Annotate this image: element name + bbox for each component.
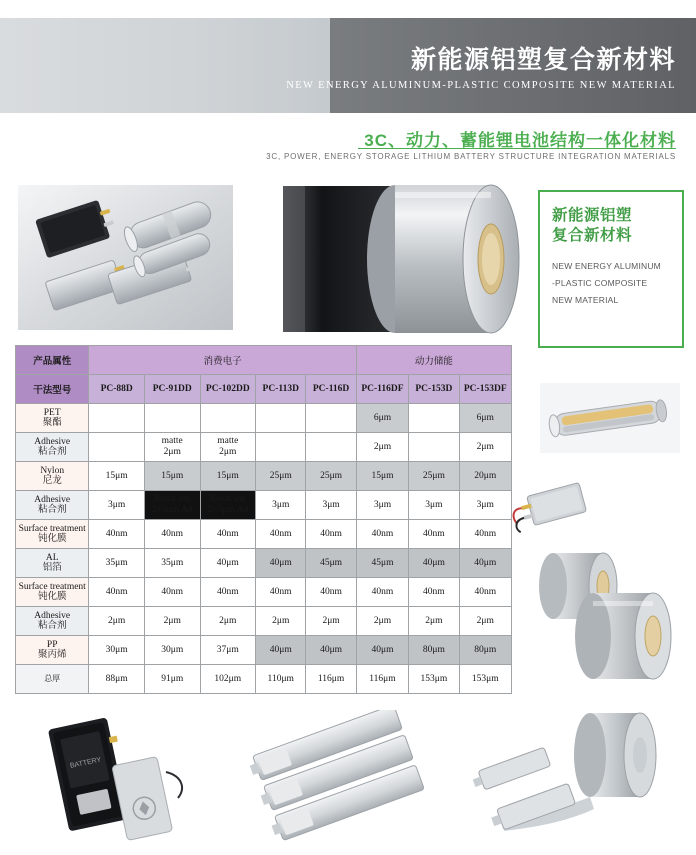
table-cell: 40nm <box>356 578 408 607</box>
table-cell <box>89 433 145 462</box>
table-cell: 2μm <box>409 607 459 636</box>
table-cell: 3μm <box>89 491 145 520</box>
table-total-label: 总厚 <box>16 665 89 694</box>
photo-cylindrical-cell <box>540 383 680 453</box>
table-cell: 40nm <box>356 520 408 549</box>
page-title-cn: 新能源铝塑复合新材料 <box>410 46 676 74</box>
table-cell: 45μm <box>306 549 356 578</box>
table-group-consumer: 消费电子 <box>89 346 356 375</box>
table-cell <box>409 433 459 462</box>
table-row <box>16 462 512 491</box>
table-model-6: PC-153D <box>409 375 459 404</box>
table-model-7: PC-153DF <box>459 375 511 404</box>
table-cell: matte 2μm <box>200 433 256 462</box>
specification-table <box>15 345 512 694</box>
table-row-label: Adhesive 粘合剂 <box>16 491 89 520</box>
table-model-header: 干法型号 <box>16 375 89 404</box>
table-cell: 15μm <box>356 462 408 491</box>
table-cell: 40μm <box>256 636 306 665</box>
table-cell: 6μm <box>459 404 511 433</box>
table-cell <box>256 433 306 462</box>
table-cell: 3μm <box>409 491 459 520</box>
table-cell: 15μm <box>200 462 256 491</box>
table-cell: 2μm <box>459 433 511 462</box>
table-cell: 40μm <box>200 549 256 578</box>
table-cell: 30μm <box>144 636 200 665</box>
table-cell: 2μm <box>200 607 256 636</box>
table-total-cell: 116μm <box>356 665 408 694</box>
table-model-1: PC-91DD <box>144 375 200 404</box>
table-cell: 2μm <box>356 433 408 462</box>
table-cell: 2μm <box>89 607 145 636</box>
table-cell <box>256 404 306 433</box>
photo-battery-cells <box>18 185 233 330</box>
table-cell: 40nm <box>200 578 256 607</box>
table-cell: 3μm <box>459 491 511 520</box>
table-cell: 25μm <box>256 462 306 491</box>
table-cell: 15μm <box>144 462 200 491</box>
table-cell: Black ink 2+3μm Ad <box>144 491 200 520</box>
table-row-label: Nylon 尼龙 <box>16 462 89 491</box>
table-cell: 25μm <box>306 462 356 491</box>
table-model-0: PC-88D <box>89 375 145 404</box>
table-total-cell: 88μm <box>89 665 145 694</box>
table-row-label: Adhesive 粘合剂 <box>16 607 89 636</box>
specification-table-wrapper <box>15 345 512 694</box>
table-cell: 40nm <box>89 578 145 607</box>
brand-callout-en-line2: -PLASTIC COMPOSITE <box>552 278 648 288</box>
table-cell: 2μm <box>144 607 200 636</box>
photo-aluminum-plastic-film-roll <box>245 182 525 342</box>
table-cell <box>409 404 459 433</box>
table-total-cell: 110μm <box>256 665 306 694</box>
table-cell: 20μm <box>459 462 511 491</box>
table-row-label: Surface treatment 钝化膜 <box>16 520 89 549</box>
table-row <box>16 520 512 549</box>
photo-pouch-cell-with-leads <box>508 468 598 543</box>
table-row <box>16 636 512 665</box>
table-row <box>16 549 512 578</box>
svg-text:BATTERY: BATTERY <box>69 756 102 770</box>
table-cell: 2μm <box>256 607 306 636</box>
table-total-cell: 102μm <box>200 665 256 694</box>
table-row <box>16 607 512 636</box>
table-model-3: PC-113D <box>256 375 306 404</box>
table-model-4: PC-116D <box>306 375 356 404</box>
table-cell: 30μm <box>89 636 145 665</box>
photo-prismatic-cells-group <box>250 710 450 845</box>
table-cell: 15μm <box>89 462 145 491</box>
table-cell: 40μm <box>409 549 459 578</box>
table-cell: 37μm <box>200 636 256 665</box>
table-cell: 2μm <box>306 607 356 636</box>
table-cell: 2μm <box>356 607 408 636</box>
table-cell: 40nm <box>306 520 356 549</box>
table-cell: 40nm <box>89 520 145 549</box>
photo-cells-and-roll <box>460 705 675 845</box>
table-cell <box>306 433 356 462</box>
table-cell <box>144 404 200 433</box>
table-total-cell: 116μm <box>306 665 356 694</box>
table-cell: 40nm <box>306 578 356 607</box>
table-cell: 40nm <box>409 520 459 549</box>
brand-callout-line2: 复合新材料 <box>552 227 633 244</box>
page-title-en: NEW ENERGY ALUMINUM-PLASTIC COMPOSITE NEW MATERIAL <box>286 80 676 91</box>
table-total-cell: 91μm <box>144 665 200 694</box>
table-cell: 40nm <box>459 578 511 607</box>
table-attr-header: 产品属性 <box>16 346 89 375</box>
table-cell: 40nm <box>459 520 511 549</box>
table-row <box>16 578 512 607</box>
table-cell: 40μm <box>306 636 356 665</box>
table-cell: 40μm <box>256 549 306 578</box>
table-row-label: PP 聚丙烯 <box>16 636 89 665</box>
table-cell: 2μm <box>459 607 511 636</box>
table-group-power: 动力储能 <box>356 346 511 375</box>
photo-film-rolls-pair <box>535 535 685 700</box>
table-cell: 40nm <box>409 578 459 607</box>
table-cell: 6μm <box>356 404 408 433</box>
table-cell: 3μm <box>306 491 356 520</box>
table-model-5: PC-116DF <box>356 375 408 404</box>
brand-callout-en-line3: NEW MATERIAL <box>552 295 619 305</box>
table-model-2: PC-102DD <box>200 375 256 404</box>
table-total-row <box>16 665 512 694</box>
header-band-gradient <box>0 18 340 113</box>
page-subtitle-cn: 3C、动力、蓄能锂电池结构一体化材料 <box>364 131 676 150</box>
table-cell: matte 2μm <box>144 433 200 462</box>
table-total-cell: 153μm <box>459 665 511 694</box>
table-cell: 40nm <box>144 578 200 607</box>
table-total-cell: 153μm <box>409 665 459 694</box>
table-cell: 40nm <box>256 520 306 549</box>
table-row <box>16 404 512 433</box>
table-cell <box>200 404 256 433</box>
table-row-label: AL 铝箔 <box>16 549 89 578</box>
table-cell: 45μm <box>356 549 408 578</box>
table-cell: 40nm <box>256 578 306 607</box>
table-model-header-row <box>16 375 512 404</box>
table-cell: 80μm <box>409 636 459 665</box>
table-row-label: PET 聚酯 <box>16 404 89 433</box>
page-subtitle-en: 3C, POWER, ENERGY STORAGE LITHIUM BATTERY STRUCTURE INTEGRATION MATERIALS <box>266 152 676 161</box>
brand-callout-box <box>538 190 684 348</box>
table-row <box>16 433 512 462</box>
table-cell: 40μm <box>356 636 408 665</box>
table-row-label: Adhesive 粘合剂 <box>16 433 89 462</box>
table-group-header-row <box>16 346 512 375</box>
table-row <box>16 491 512 520</box>
table-cell: 40nm <box>200 520 256 549</box>
table-row-label: Surface treatment 钝化膜 <box>16 578 89 607</box>
table-cell: 40nm <box>144 520 200 549</box>
table-cell: 25μm <box>409 462 459 491</box>
brand-callout-line1: 新能源铝塑 <box>552 207 633 224</box>
table-cell: Black ink 2+3μm Ad <box>200 491 256 520</box>
table-cell: 35μm <box>89 549 145 578</box>
brand-callout-en-line1: NEW ENERGY ALUMINUM <box>552 261 661 271</box>
table-cell: 3μm <box>356 491 408 520</box>
table-cell <box>89 404 145 433</box>
photo-phone-battery-pack <box>20 712 200 847</box>
table-cell: 40μm <box>459 549 511 578</box>
table-cell: 3μm <box>256 491 306 520</box>
table-cell <box>306 404 356 433</box>
table-body <box>16 404 512 694</box>
table-cell: 35μm <box>144 549 200 578</box>
table-cell: 80μm <box>459 636 511 665</box>
